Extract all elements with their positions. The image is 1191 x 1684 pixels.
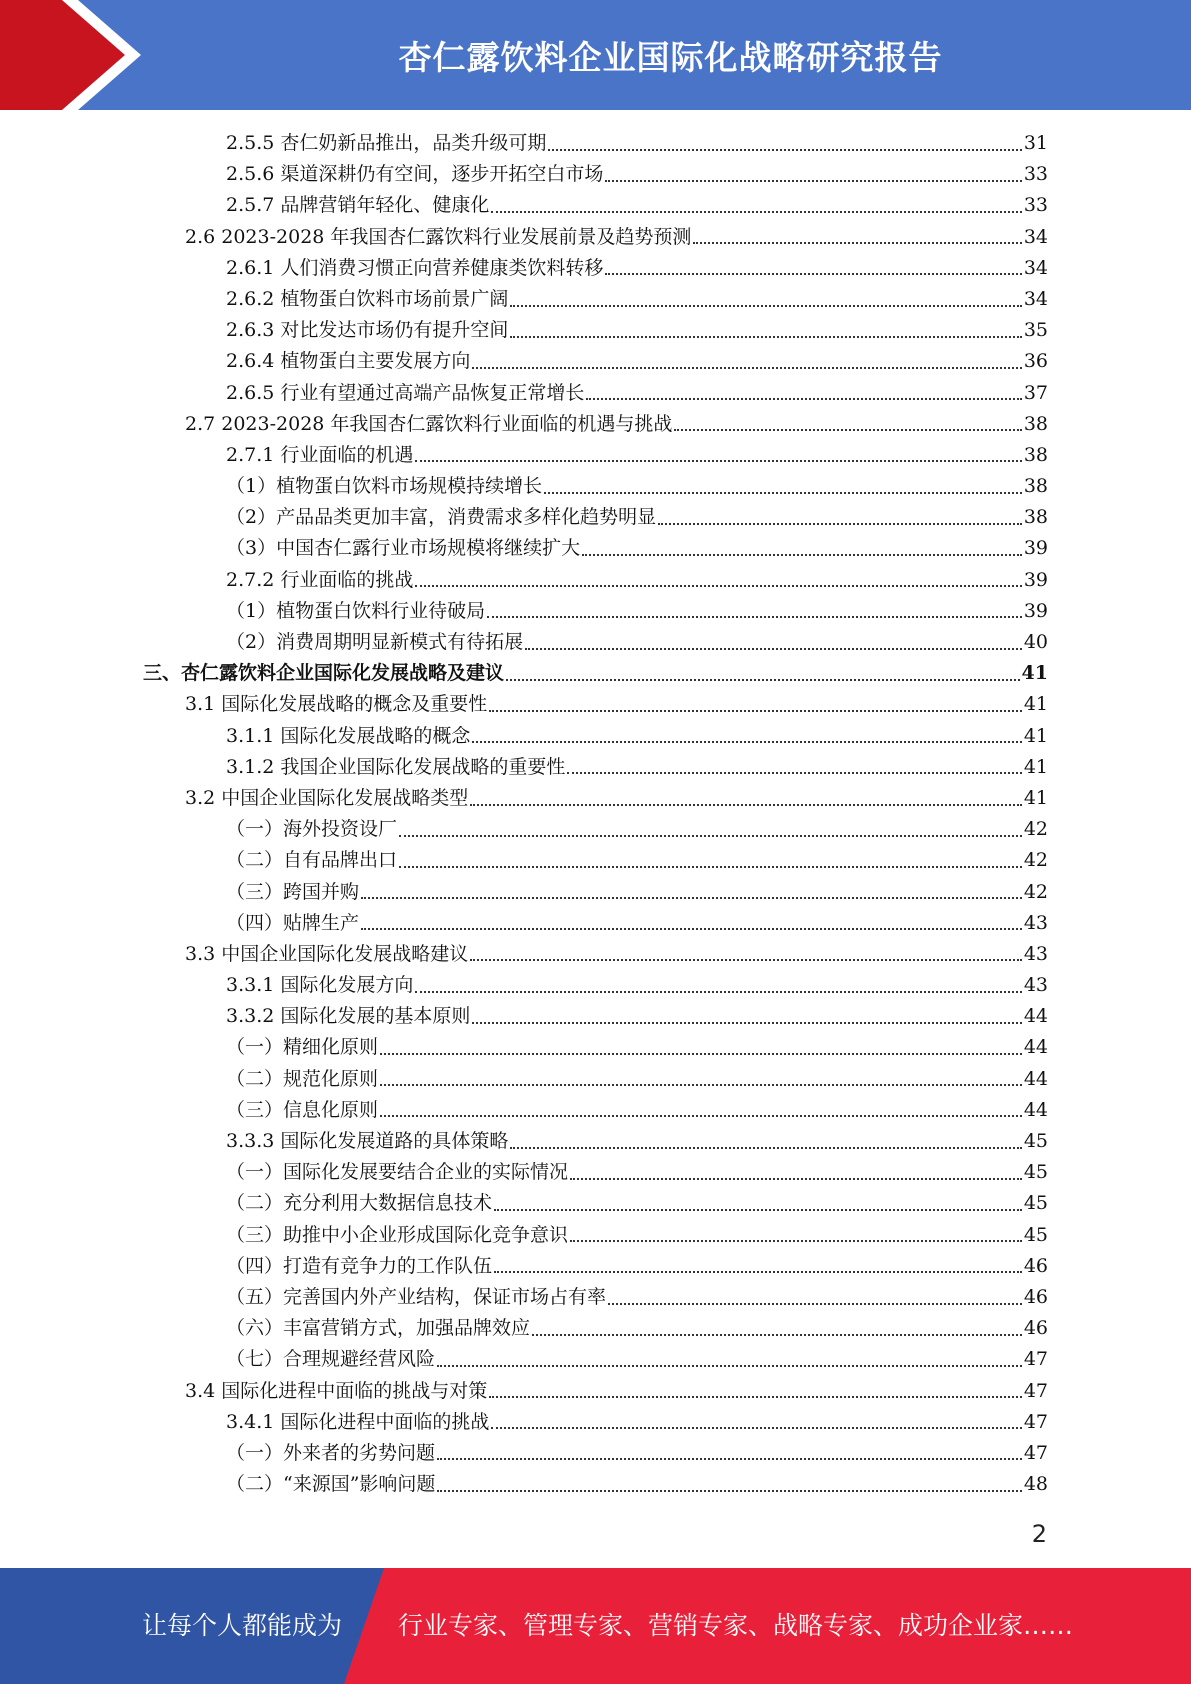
header-arrow-decoration [0,0,150,110]
toc-entry-title: 2.7.1 行业面临的机遇 [226,443,414,466]
toc-dot-leader [380,1053,1022,1055]
toc-entry[interactable] [143,1376,1048,1407]
toc-entry-title: 2.6.3 对比发达市场仍有提升空间 [226,319,509,342]
toc-dot-leader [489,710,1022,712]
toc-dot-leader [510,336,1021,338]
toc-dot-leader [525,648,1022,650]
toc-entry-title: （2）消费周期明显新模式有待拓展 [226,631,524,653]
toc-entry[interactable] [143,1095,1048,1126]
toc-entry-page: 42 [1023,849,1048,872]
toc-entry-page: 39 [1023,537,1048,560]
toc-entry-title: （二）规范化原则 [226,1067,379,1090]
toc-entry-title: （一）海外投资设厂 [226,818,398,841]
toc-entry[interactable] [143,596,1048,627]
toc-entry-page: 45 [1023,1192,1048,1215]
toc-entry[interactable] [143,128,1048,159]
toc-dot-leader [399,835,1022,837]
toc-entry[interactable] [143,409,1048,440]
toc-entry-page: 43 [1023,942,1048,965]
toc-entry-page: 46 [1023,1254,1048,1277]
toc-entry[interactable] [143,783,1048,814]
toc-entry[interactable] [143,689,1048,720]
toc-dot-leader [380,1084,1022,1086]
toc-entry-page: 39 [1023,599,1048,622]
toc-entry-page: 43 [1023,911,1048,934]
toc-entry[interactable] [143,1251,1048,1282]
toc-entry-page: 34 [1023,256,1048,279]
toc-entry-title: （1）植物蛋白饮料行业待破局 [226,599,486,622]
toc-entry-page: 45 [1023,1161,1048,1184]
toc-entry[interactable] [143,440,1048,471]
toc-dot-leader [570,1178,1022,1180]
toc-entry[interactable] [143,565,1048,596]
toc-dot-leader [487,616,1022,618]
toc-entry-page: 40 [1023,631,1048,653]
toc-dot-leader [605,273,1021,275]
toc-entry-page: 33 [1023,163,1048,186]
toc-dot-leader [658,523,1022,525]
toc-dot-leader [582,554,1022,556]
header-banner [0,0,1191,110]
toc-entry-title: 3.1.2 我国企业国际化发展战略的重要性 [226,755,566,778]
toc-entry-page: 46 [1023,1285,1048,1308]
toc-entry[interactable] [143,752,1048,783]
toc-entry-page: 38 [1023,475,1048,498]
toc-entry-page: 44 [1023,1005,1048,1028]
toc-entry[interactable] [143,533,1048,564]
toc-entry-title: （三）信息化原则 [226,1098,379,1121]
toc-entry-title: 2.7 2023-2028 年我国杏仁露饮料行业面临的机遇与挑战 [185,412,673,435]
footer-slogan-left: 让每个人都能成为 [142,1611,343,1640]
toc-entry-page: 44 [1023,1067,1048,1090]
toc-entry-page: 39 [1023,568,1048,591]
toc-entry-title: （四）贴牌生产 [226,911,360,934]
toc-entry[interactable] [143,1220,1048,1251]
toc-entry[interactable] [143,1407,1048,1438]
toc-entry-page: 38 [1023,443,1048,466]
toc-dot-leader [494,1209,1022,1211]
toc-entry-page: 46 [1023,1317,1048,1340]
toc-dot-leader [693,242,1021,244]
toc-entry-page: 36 [1023,350,1048,373]
toc-dot-leader [470,959,1022,961]
toc-dot-leader [415,585,1021,587]
toc-entry[interactable] [143,346,1048,377]
toc-entry-page: 31 [1023,132,1048,154]
toc-entry-title: （七）合理规避经营风险 [226,1348,436,1371]
toc-entry[interactable] [143,253,1048,284]
toc-entry-page: 35 [1023,319,1048,342]
toc-entry[interactable] [143,1064,1048,1095]
toc-entry-title: （三）助推中小企业形成国际化竞争意识 [226,1223,569,1246]
toc-entry[interactable] [143,284,1048,315]
toc-dot-leader [472,741,1021,743]
toc-entry[interactable] [143,502,1048,533]
toc-entry-title: 2.6.4 植物蛋白主要发展方向 [226,350,471,373]
toc-entry-page: 41 [1023,724,1048,747]
toc-entry[interactable] [143,1001,1048,1032]
toc-entry-title: （二）充分利用大数据信息技术 [226,1192,493,1215]
toc-entry[interactable] [143,970,1048,1001]
toc-dot-leader [415,991,1021,993]
toc-entry[interactable] [143,908,1048,939]
toc-dot-leader [361,928,1022,930]
toc-entry-title: （一）精细化原则 [226,1036,379,1059]
toc-dot-leader [470,804,1022,806]
toc-entry[interactable] [143,627,1048,658]
toc-dot-leader [491,211,1021,213]
toc-entry-title: （五）完善国内外产业结构，保证市场占有率 [226,1285,607,1308]
toc-entry-page: 41 [1023,693,1048,716]
footer-banner [0,1568,1191,1684]
toc-entry-page: 41 [1021,662,1048,685]
toc-dot-leader [674,429,1021,431]
toc-entry-title: （六）丰富营销方式，加强品牌效应 [226,1317,531,1340]
toc-dot-leader [399,866,1022,868]
toc-entry-title: 2.6.2 植物蛋白饮料市场前景广阔 [226,287,509,310]
toc-entry[interactable] [143,1157,1048,1188]
toc-entry-title: 3.4 国际化进程中面临的挑战与对策 [185,1379,488,1402]
toc-entry-page: 42 [1023,818,1048,841]
toc-dot-leader [491,1427,1021,1429]
toc-dot-leader [506,679,1020,681]
toc-entry[interactable] [143,190,1048,221]
toc-entry-title: 2.7.2 行业面临的挑战 [226,568,414,591]
toc-entry[interactable] [143,721,1048,752]
toc-entry-title: 3.3.2 国际化发展的基本原则 [226,1005,471,1028]
toc-entry-title: 2.6.5 行业有望通过高端产品恢复正常增长 [226,381,585,404]
toc-dot-leader [380,1115,1022,1117]
toc-entry[interactable] [143,845,1048,876]
toc-entry-title: 3.2 中国企业国际化发展战略类型 [185,786,469,809]
toc-entry-title: （三）跨国并购 [226,880,360,903]
toc-entry[interactable] [143,159,1048,190]
toc-dot-leader [608,1303,1022,1305]
toc-entry[interactable] [143,378,1048,409]
toc-dot-leader [586,398,1021,400]
toc-entry-page: 42 [1023,880,1048,903]
toc-entry[interactable] [143,1344,1048,1375]
toc-entry-page: 47 [1023,1410,1048,1433]
table-of-contents [143,128,1048,1500]
toc-entry[interactable] [143,315,1048,346]
footer-slogan-right: 行业专家、管理专家、营销专家、战略专家、成功企业家…… [398,1611,1074,1640]
toc-entry-page: 47 [1023,1441,1048,1464]
toc-entry-title: 3.1 国际化发展战略的概念及重要性 [185,693,488,716]
toc-entry-page: 41 [1023,755,1048,778]
toc-entry-page: 43 [1023,974,1048,997]
toc-entry-page: 34 [1023,225,1048,248]
toc-entry-title: 2.5.6 渠道深耕仍有空间，逐步开拓空白市场 [226,163,604,186]
toc-dot-leader [472,1022,1021,1024]
toc-entry-page: 45 [1023,1130,1048,1152]
toc-entry-title: （1）植物蛋白饮料市场规模持续增长 [226,475,543,498]
toc-entry-title: 3.1.1 国际化发展战略的概念 [226,724,471,747]
toc-entry-title: （一）外来者的劣势问题 [226,1441,436,1464]
toc-entry-title: 3.3.1 国际化发展方向 [226,974,414,997]
toc-entry[interactable] [143,1032,1048,1063]
toc-entry-title: （二）“来源国”影响问题 [226,1473,436,1496]
page-number: 2 [1031,1520,1047,1548]
toc-dot-leader [494,1271,1022,1273]
toc-dot-leader [361,897,1022,899]
toc-entry[interactable] [143,814,1048,845]
toc-dot-leader [415,460,1021,462]
toc-dot-leader [570,1240,1022,1242]
toc-entry-page: 38 [1023,506,1048,529]
toc-entry-title: 三、杏仁露饮料企业国际化发展战略及建议 [143,662,505,685]
toc-entry-page: 47 [1023,1379,1048,1402]
toc-entry-title: （3）中国杏仁露行业市场规模将继续扩大 [226,537,581,560]
toc-entry[interactable] [143,1438,1048,1469]
toc-entry[interactable] [143,1469,1048,1500]
toc-entry-title: 2.6.1 人们消费习惯正向营养健康类饮料转移 [226,256,604,279]
toc-dot-leader [567,772,1021,774]
toc-entry-page: 48 [1023,1473,1048,1496]
toc-entry[interactable] [143,658,1048,689]
toc-dot-leader [437,1365,1022,1367]
toc-entry-page: 37 [1023,381,1048,404]
toc-entry[interactable] [143,222,1048,253]
toc-entry-title: 2.5.7 品牌营销年轻化、健康化 [226,194,490,217]
toc-entry-page: 34 [1023,287,1048,310]
toc-entry-title: （2）产品品类更加丰富，消费需求多样化趋势明显 [226,506,657,529]
toc-entry-title: （四）打造有竞争力的工作队伍 [226,1254,493,1277]
toc-entry-page: 45 [1023,1223,1048,1246]
toc-entry-title: 3.3.3 国际化发展道路的具体策略 [226,1130,509,1152]
toc-dot-leader [437,1458,1022,1460]
toc-entry-page: 44 [1023,1098,1048,1121]
toc-dot-leader [510,1147,1021,1149]
toc-entry[interactable] [143,877,1048,908]
toc-entry[interactable] [143,1188,1048,1219]
toc-entry-title: （二）自有品牌出口 [226,849,398,872]
toc-entry[interactable] [143,939,1048,970]
report-title: 杏仁露饮料企业国际化战略研究报告 [398,37,943,77]
toc-dot-leader [532,1334,1022,1336]
toc-entry-page: 33 [1023,194,1048,217]
toc-entry-title: 3.3 中国企业国际化发展战略建议 [185,942,469,965]
toc-dot-leader [510,305,1021,307]
toc-dot-leader [489,1396,1022,1398]
toc-entry[interactable] [143,471,1048,502]
toc-dot-leader [544,492,1022,494]
toc-entry-page: 44 [1023,1036,1048,1059]
toc-entry-page: 38 [1023,412,1048,435]
toc-entry[interactable] [143,1282,1048,1313]
toc-dot-leader [548,149,1021,151]
toc-entry-title: （一）国际化发展要结合企业的实际情况 [226,1161,569,1184]
toc-entry-title: 3.4.1 国际化进程中面临的挑战 [226,1410,490,1433]
toc-entry[interactable] [143,1313,1048,1344]
toc-entry-page: 41 [1023,786,1048,809]
toc-entry-title: 2.5.5 杏仁奶新品推出，品类升级可期 [226,132,547,154]
toc-entry-page: 47 [1023,1348,1048,1371]
toc-entry-title: 2.6 2023-2028 年我国杏仁露饮料行业发展前景及趋势预测 [185,225,692,248]
toc-entry[interactable] [143,1126,1048,1157]
toc-dot-leader [437,1490,1021,1492]
toc-dot-leader [472,367,1021,369]
toc-dot-leader [605,180,1021,182]
